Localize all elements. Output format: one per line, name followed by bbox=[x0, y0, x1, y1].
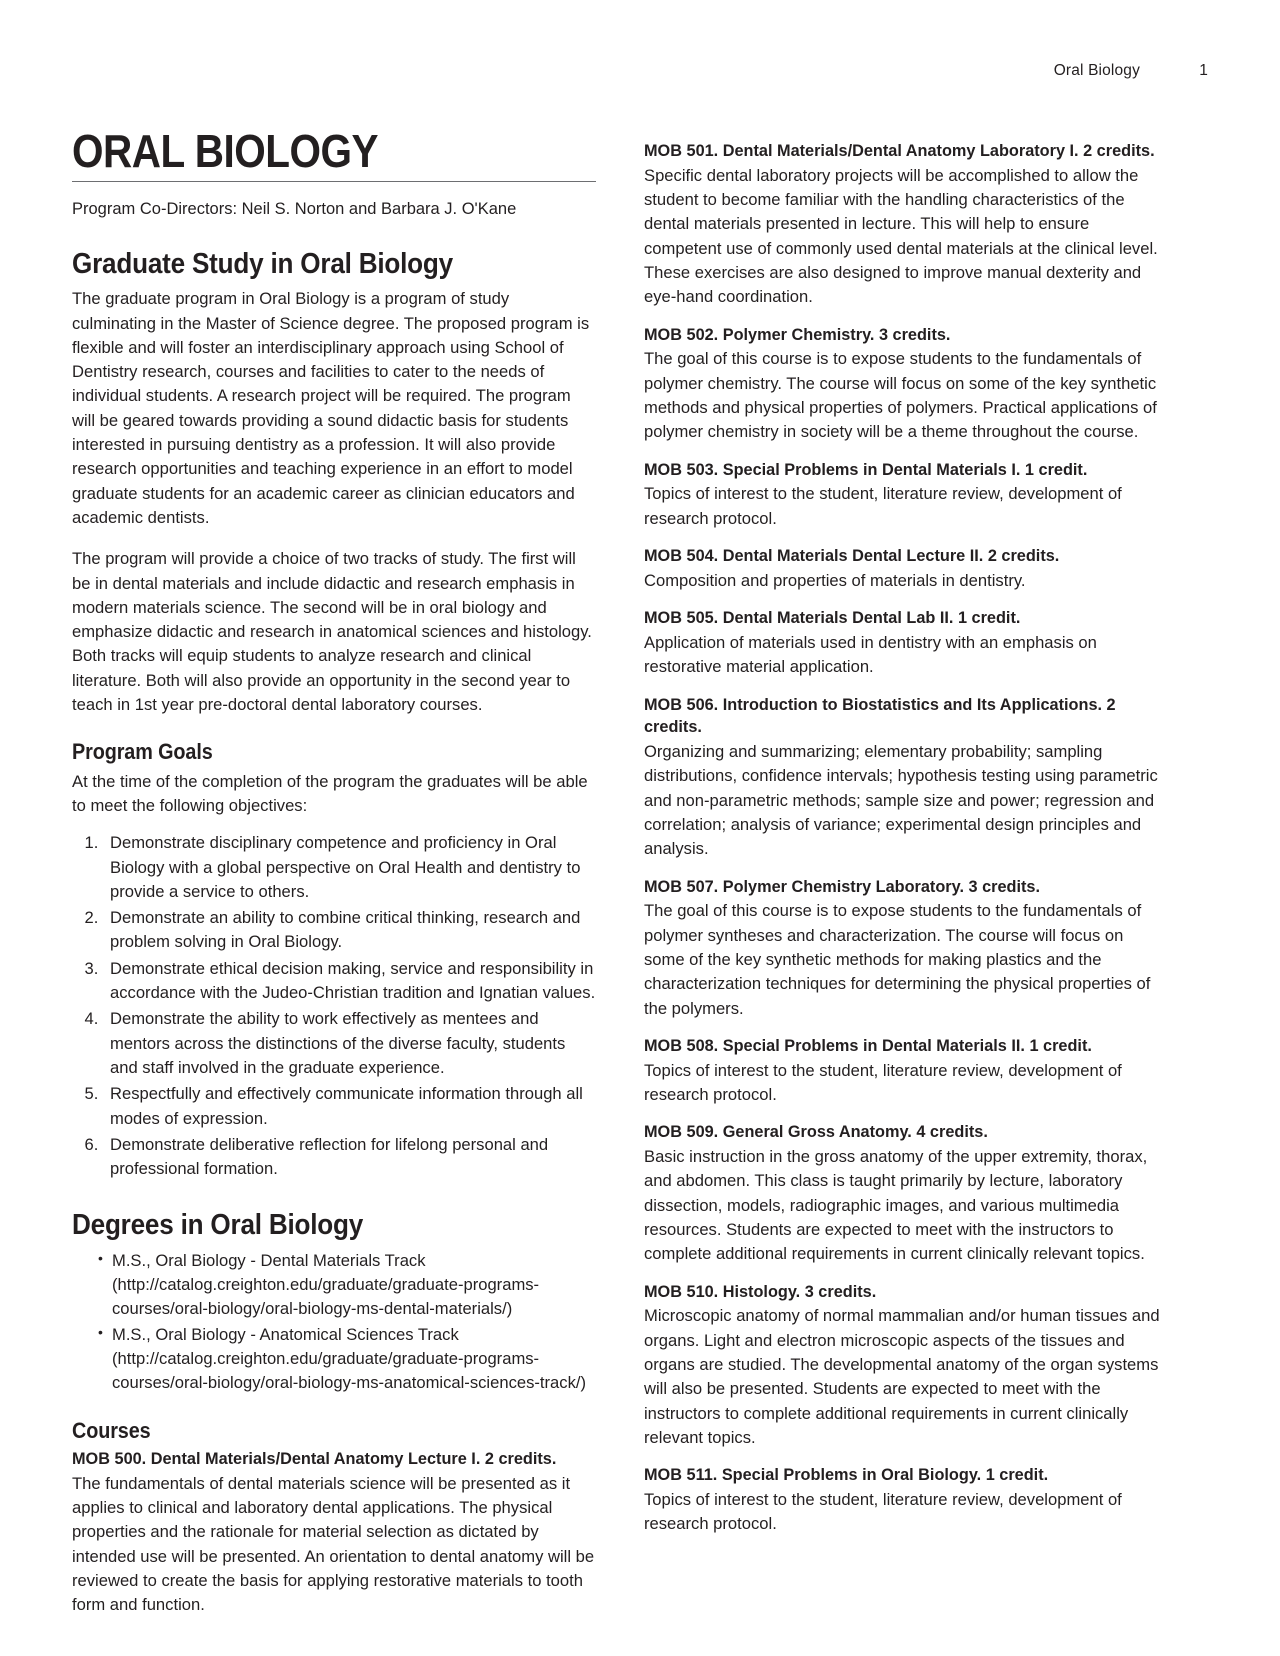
course-description: Topics of interest to the student, literature review, development of research protocol. bbox=[644, 484, 1122, 528]
course-entry bbox=[644, 607, 1168, 679]
course-description: The fundamentals of dental materials science will be presented as it applies to clinical and laboratory dental applications. The physical properties and the rationale for material selection as dictated by intended use will be presented. An orientation to dental anatomy will be reviewed to create the basis for applying restorative materials to tooth form and function. bbox=[72, 1473, 595, 1615]
degrees-list bbox=[72, 1249, 596, 1396]
course-entry bbox=[644, 1281, 1168, 1451]
two-column-layout bbox=[72, 125, 1208, 1618]
page-number: 1 bbox=[1199, 62, 1208, 79]
course-entry bbox=[644, 694, 1168, 862]
section-heading-degrees: Degrees in Oral Biology bbox=[72, 1209, 364, 1242]
list-item: 4. Demonstrate the ability to work effectively as mentees and mentors across the distinctions of the diverse faculty, students and staff involved in the graduate experience. bbox=[103, 1007, 596, 1080]
course-entry bbox=[644, 545, 1168, 593]
course-description: Specific dental laboratory projects will be accomplished to allow the student to become familiar with the handling characteristics of the dental materials presented in lecture. This will help to ensure competent use of commonly used dental materials at the clinical level. These exercises are also designed to improve manual dexterity and eye-hand coordination. bbox=[644, 165, 1158, 307]
course-title: MOB 504. Dental Materials Dental Lecture II. 2 credits. bbox=[644, 547, 1060, 565]
course-title: MOB 507. Polymer Chemistry Laboratory. 3 credits. bbox=[644, 877, 1041, 896]
course-description: The goal of this course is to expose students to the fundamentals of polymer syntheses and characterization. The course will focus on some of the key synthetic methods for making plastics and the characterization techniques for determining the physical properties of the polymers. bbox=[644, 901, 1151, 1018]
course-description: Microscopic anatomy of normal mammalian and/or human tissues and organs. Light and electron microscopic aspects of the tissues and organs are studied. The developmental anatomy of the organ systems will also be presented. Students are expected to meet with the instructors to complete additional requirements in current clinically relevant topics. bbox=[644, 1306, 1160, 1447]
course-description: Topics of interest to the student, literature review, development of research protocol. bbox=[644, 1060, 1122, 1105]
running-header bbox=[72, 62, 1208, 80]
program-goals-intro: At the time of the completion of the program the graduates will be able to meet the following objectives: bbox=[72, 771, 588, 815]
graduate-study-paragraph: The graduate program in Oral Biology is a program of study culminating in the Master of Science degree. The proposed program is flexible and will foster an interdisciplinary approach using School of Dentistry research, courses and facilities to cater to the needs of individual students. A research project will be required. The program will be geared towards providing a sound didactic basis for students interested in pursuing dentistry as a profession. It will also provide research opportunities and teaching experience in an effort to model graduate students for an academic career as clinician educators and academic dentists. bbox=[72, 289, 590, 527]
title-divider bbox=[72, 181, 596, 182]
graduate-study-paragraph: The program will provide a choice of two tracks of study. The first will be in dental materials and include didactic and research emphasis in modern materials science. The second will be in oral biology and emphasize didactic and research in anatomical sciences and histology. Both tracks will equip students to analyze research and clinical literature. Both will also provide an opportunity in the second year to teach in 1st year pre-doctoral dental laboratory courses. bbox=[72, 549, 592, 715]
course-title: MOB 506. Introduction to Biostatistics and Its Applications. 2 credits. bbox=[644, 695, 1116, 737]
course-description: Topics of interest to the student, literature review, development of research protocol. bbox=[644, 1490, 1122, 1534]
course-description: Organizing and summarizing; elementary probability; sampling distributions, confidence intervals; hypothesis testing using parametric and non-parametric methods; sample size and power; regression and correlation; analysis of variance; experimental design principles and analysis. bbox=[644, 742, 1158, 859]
course-entry bbox=[72, 1448, 596, 1618]
list-item: 2. Demonstrate an ability to combine critical thinking, research and problem solving in Oral Biology. bbox=[103, 906, 596, 955]
course-entry bbox=[644, 140, 1168, 310]
course-description: Basic instruction in the gross anatomy of the upper extremity, thorax, and abdomen. This class is taught primarily by lecture, laboratory dissection, models, radiographic images, and various multimedia resources. Students are expected to meet with the instructors to complete additional requirements in current clinically relevant topics. bbox=[644, 1147, 1148, 1264]
course-title: MOB 502. Polymer Chemistry. 3 credits. bbox=[644, 325, 951, 344]
course-entry bbox=[644, 1121, 1168, 1266]
course-title: MOB 509. General Gross Anatomy. 4 credits. bbox=[644, 1123, 988, 1142]
course-entry bbox=[644, 1464, 1168, 1536]
page-title: ORAL BIOLOGY bbox=[72, 125, 379, 177]
course-description: The goal of this course is to expose students to the fundamentals of polymer chemistry. The course will focus on some of the key synthetic methods and physical properties of polymers. Practical applications of polymer chemistry in society will be a theme throughout the course. bbox=[644, 349, 1157, 442]
course-entry bbox=[644, 324, 1168, 445]
list-item[interactable]: • M.S., Oral Biology - Dental Materials Track (http://catalog.creighton.edu/graduate/graduate-programs-courses/oral-biology/oral-biology-ms-dental-materials/) bbox=[98, 1249, 596, 1322]
course-title: MOB 505. Dental Materials Dental Lab II. 1 credit. bbox=[644, 609, 1021, 628]
list-item: 6. Demonstrate deliberative reflection for lifelong personal and professional formation. bbox=[103, 1133, 596, 1182]
list-item: 5. Respectfully and effectively communicate information through all modes of expression. bbox=[103, 1082, 596, 1131]
course-description: Application of materials used in dentistry with an emphasis on restorative material application. bbox=[644, 632, 1097, 677]
section-heading-program-goals: Program Goals bbox=[72, 739, 213, 765]
list-item: 3. Demonstrate ethical decision making, service and responsibility in accordance with the Judeo-Christian tradition and Ignatian values. bbox=[103, 957, 596, 1006]
running-header-title: Oral Biology bbox=[1053, 62, 1140, 79]
right-column bbox=[644, 128, 1168, 1537]
course-title: MOB 503. Special Problems in Dental Materials I. 1 credit. bbox=[644, 460, 1088, 479]
course-entry bbox=[644, 876, 1168, 1021]
course-entry bbox=[644, 1035, 1168, 1107]
course-title: MOB 501. Dental Materials/Dental Anatomy Laboratory I. 2 credits. bbox=[644, 142, 1155, 160]
course-title: MOB 510. Histology. 3 credits. bbox=[644, 1282, 877, 1301]
course-entry bbox=[644, 459, 1168, 531]
program-goals-list bbox=[72, 831, 596, 1181]
course-description: Composition and properties of materials in dentistry. bbox=[644, 570, 1026, 590]
course-title: MOB 508. Special Problems in Dental Materials II. 1 credit. bbox=[644, 1036, 1092, 1055]
list-item: 1. Demonstrate disciplinary competence and proficiency in Oral Biology with a global perspective on Oral Health and dentistry to provide a service to others. bbox=[103, 831, 596, 904]
course-title: MOB 500. Dental Materials/Dental Anatomy Lecture I. 2 credits. bbox=[72, 1449, 557, 1468]
section-heading-graduate-study: Graduate Study in Oral Biology bbox=[72, 247, 453, 280]
section-heading-courses: Courses bbox=[72, 1417, 151, 1443]
program-co-directors: Program Co-Directors: Neil S. Norton and Barbara J. O'Kane bbox=[72, 199, 517, 218]
list-item[interactable]: • M.S., Oral Biology - Anatomical Sciences Track (http://catalog.creighton.edu/graduate/graduate-programs-courses/oral-biology/oral-biology-ms-anatomical-sciences-track/) bbox=[98, 1323, 596, 1396]
course-title: MOB 511. Special Problems in Oral Biology. 1 credit. bbox=[644, 1466, 1049, 1485]
left-column bbox=[72, 125, 596, 1618]
